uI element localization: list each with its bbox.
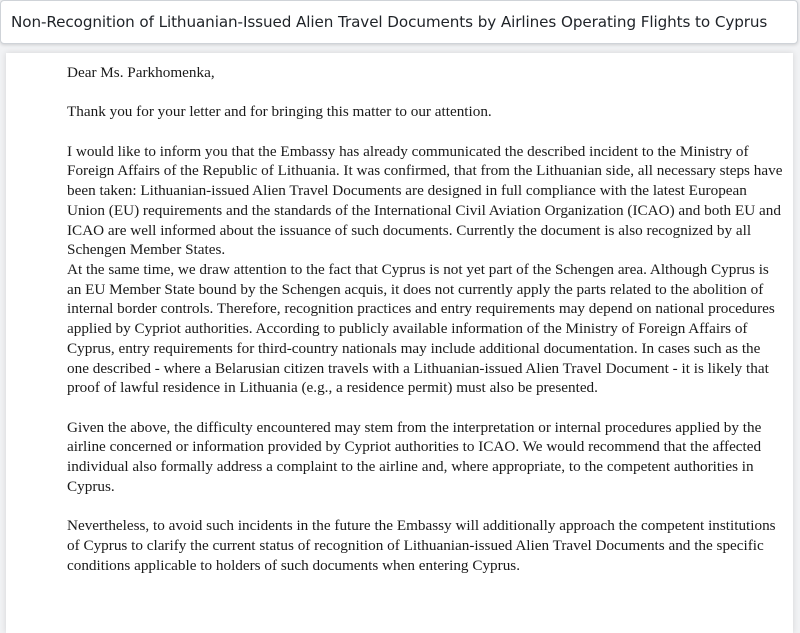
letter-page: [6, 53, 793, 633]
letter-paragraph: Given the above, the difficulty encountered may stem from the interpretation or internal procedures applied by the airline concerned or information provided by Cypriot authorities to ICAO. We would recommend that the affected individual also formally address a complaint to the airline and, where appropriate, to the competent authorities in Cyprus.: [67, 418, 762, 495]
letter-body: [67, 63, 783, 575]
letter-salutation: Dear Ms. Parkhomenka,: [67, 64, 215, 81]
document-title: Non-Recognition of Lithuanian-Issued Alien Travel Documents by Airlines Operating Flights to Cyprus: [11, 13, 768, 31]
letter-paragraph: I would like to inform you that the Embassy has already communicated the described incident to the Ministry of Foreign Affairs of the Republic of Lithuania. It was confirmed, that from the Lithuanian side, all necessary steps have been taken: Lithuanian-issued Alien Travel Documents are designed in full compliance with the latest European Union (EU) requirements and the standards of the International Civil Aviation Organization (ICAO) and both EU and ICAO are well informed about the issuance of such documents. Currently the document is also recognized by all Schengen Member States.: [67, 142, 783, 259]
letter-paragraph: Nevertheless, to avoid such incidents in the future the Embassy will additionally approach the competent institutions of Cyprus to clarify the current status of recognition of Lithuanian-issued Alien Travel Documents and the specific conditions applicable to holders of such documents when entering Cyprus.: [67, 517, 776, 574]
letter-paragraph: At the same time, we draw attention to the fact that Cyprus is not yet part of the Schengen area. Although Cyprus is an EU Member State bound by the Schengen acquis, it does not currently apply the parts related to the abolition of internal border controls. Therefore, recognition practices and entry requirements may depend on national procedures applied by Cypriot authorities. According to publicly available information of the Ministry of Foreign Affairs of Cyprus, entry requirements for third-country nationals may include additional documentation. In cases such as the one described - where a Belarusian citizen travels with a Lithuanian-issued Alien Travel Document - it is likely that proof of lawful residence in Lithuania (e.g., a residence permit) must also be presented.: [67, 261, 775, 397]
letter-paragraph: Thank you for your letter and for bringing this matter to our attention.: [67, 103, 492, 121]
document-title-bar: [0, 0, 798, 44]
